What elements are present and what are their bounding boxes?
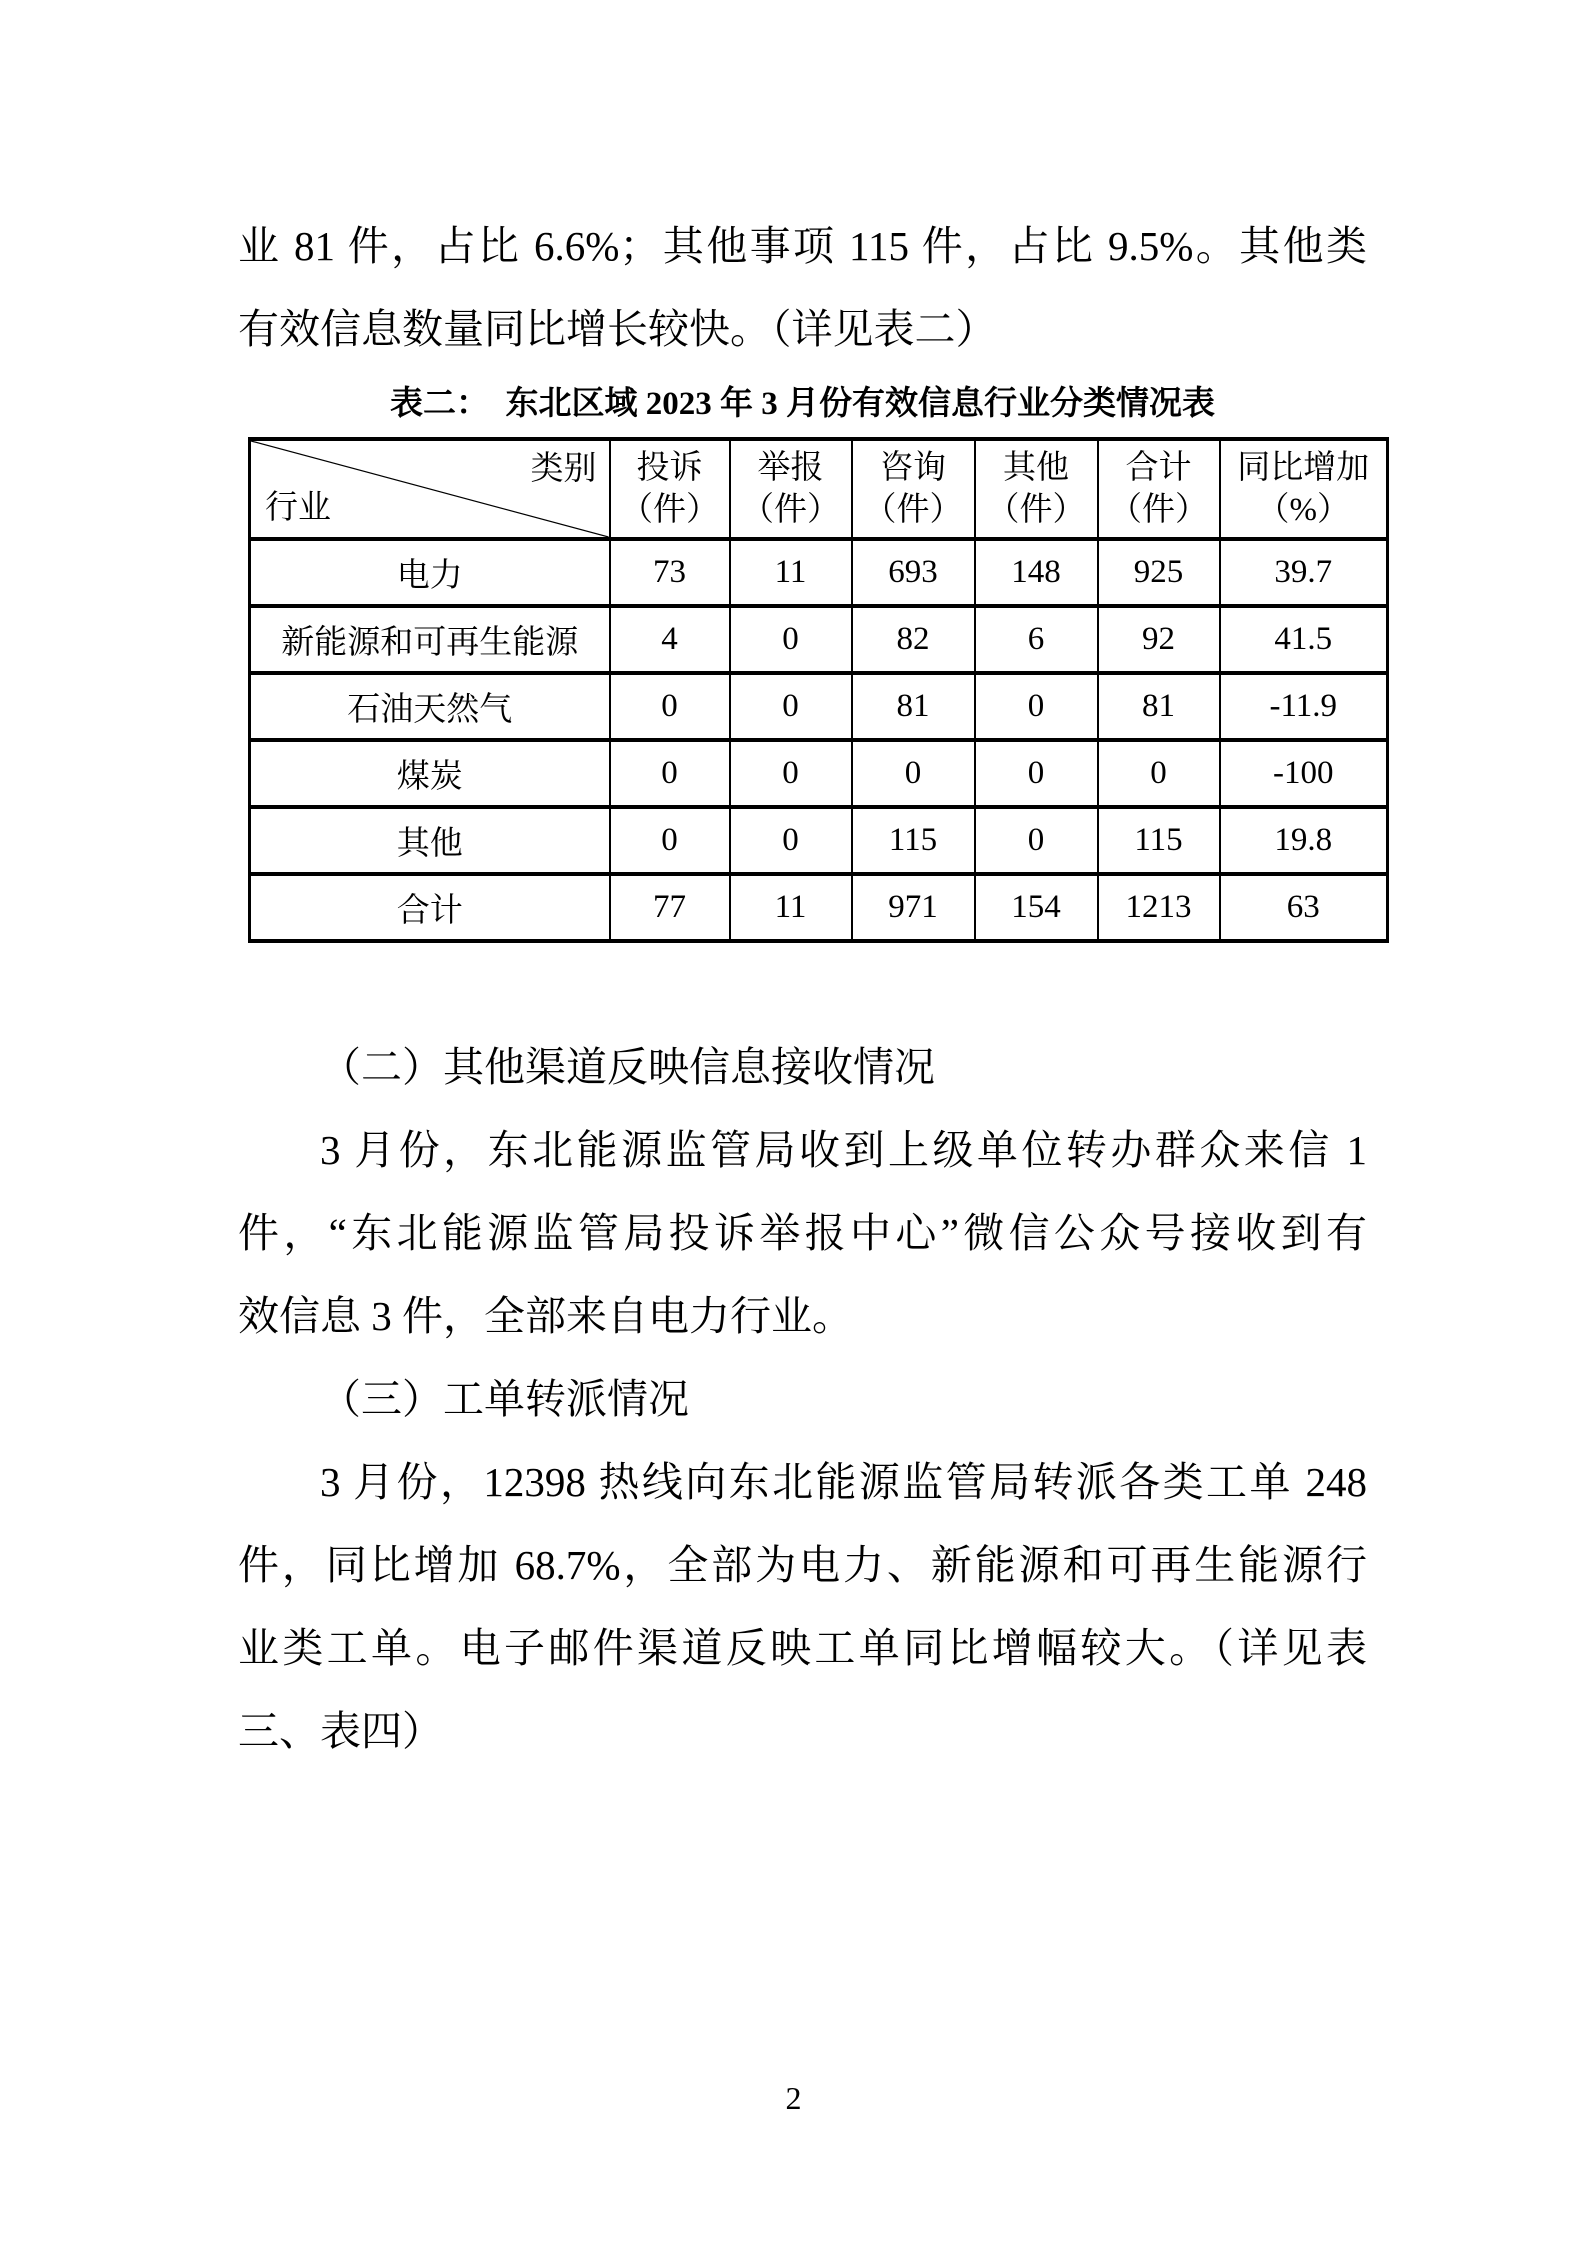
cell-value: -100	[1220, 740, 1388, 807]
cell-value: 0	[975, 740, 1098, 807]
cell-value: 0	[1098, 740, 1220, 807]
table-row-oil-gas	[250, 673, 1388, 740]
paragraph-line: 业 81 件，占比 6.6%；其他事项 115 件，占比 9.5%。其他类	[238, 223, 1367, 269]
cell-value: 73	[610, 539, 730, 606]
row-label: 合计	[250, 874, 610, 941]
cell-value: 925	[1098, 539, 1220, 606]
cell-value: 19.8	[1220, 807, 1388, 874]
cell-value: 0	[610, 673, 730, 740]
col-header-reports: 举报 （件）	[730, 439, 852, 539]
cell-value: 77	[610, 874, 730, 941]
cell-value: 115	[1098, 807, 1220, 874]
cell-value: 0	[610, 807, 730, 874]
cell-value: 0	[730, 740, 852, 807]
table-row-electricity	[250, 539, 1388, 606]
paragraph-line: 件，同比增加 68.7%，全部为电力、新能源和可再生能源行	[238, 1542, 1367, 1588]
cell-value: 0	[730, 807, 852, 874]
row-label: 煤炭	[250, 740, 610, 807]
corner-label-category: 类别	[530, 451, 597, 487]
industry-info-table	[248, 437, 1389, 943]
row-label: 其他	[250, 807, 610, 874]
cell-value: 92	[1098, 606, 1220, 673]
corner-header-cell	[250, 439, 610, 539]
col-header-others: 其他 （件）	[975, 439, 1098, 539]
cell-value: 0	[852, 740, 975, 807]
cell-value: 693	[852, 539, 975, 606]
table-row-new-energy	[250, 606, 1388, 673]
cell-value: 41.5	[1220, 606, 1388, 673]
cell-value: 154	[975, 874, 1098, 941]
cell-value: 0	[610, 740, 730, 807]
cell-value: 81	[1098, 673, 1220, 740]
table-row-total	[250, 874, 1388, 941]
cell-value: 0	[730, 606, 852, 673]
section-heading: （二）其他渠道反映信息接收情况	[320, 1044, 935, 1090]
cell-value: 1213	[1098, 874, 1220, 941]
row-label: 电力	[250, 539, 610, 606]
cell-value: 11	[730, 539, 852, 606]
cell-value: 0	[975, 673, 1098, 740]
cell-value: 39.7	[1220, 539, 1388, 606]
table-row-coal	[250, 740, 1388, 807]
corner-label-industry: 行业	[265, 490, 331, 526]
table-caption: 表二： 东北区域 2023 年 3 月份有效信息行业分类情况表	[390, 386, 1215, 422]
paragraph-line: 有效信息数量同比增长较快。（详见表二）	[238, 306, 997, 352]
header-row	[250, 439, 1388, 539]
cell-value: 148	[975, 539, 1098, 606]
cell-value: 971	[852, 874, 975, 941]
paragraph-line: 3 月份，12398 热线向东北能源监管局转派各类工单 248	[320, 1459, 1367, 1505]
paragraph-line: 三、表四）	[238, 1708, 443, 1754]
row-label: 石油天然气	[250, 673, 610, 740]
paragraph-line: 件，“东北能源监管局投诉举报中心”微信公众号接收到有	[238, 1210, 1367, 1256]
table-row-other	[250, 807, 1388, 874]
cell-value: 6	[975, 606, 1098, 673]
cell-value: 0	[730, 673, 852, 740]
section-heading: （三）工单转派情况	[320, 1376, 689, 1422]
paragraph-line: 3 月份，东北能源监管局收到上级单位转办群众来信 1	[320, 1127, 1367, 1173]
cell-value: 11	[730, 874, 852, 941]
cell-value: 81	[852, 673, 975, 740]
cell-value: 4	[610, 606, 730, 673]
col-header-consultations: 咨询 （件）	[852, 439, 975, 539]
paragraph-line: 业类工单。电子邮件渠道反映工单同比增幅较大。（详见表	[238, 1625, 1367, 1671]
cell-value: -11.9	[1220, 673, 1388, 740]
paragraph-line: 效信息 3 件，全部来自电力行业。	[238, 1293, 853, 1339]
cell-value: 63	[1220, 874, 1388, 941]
col-header-complaints: 投诉 （件）	[610, 439, 730, 539]
cell-value: 82	[852, 606, 975, 673]
cell-value: 0	[975, 807, 1098, 874]
page-content	[238, 205, 1370, 1773]
col-header-yoy-increase: 同比增加 （%）	[1220, 439, 1388, 539]
row-label: 新能源和可再生能源	[250, 606, 610, 673]
col-header-total: 合计 （件）	[1098, 439, 1220, 539]
cell-value: 115	[852, 807, 975, 874]
page-number: 2	[785, 2080, 802, 2116]
